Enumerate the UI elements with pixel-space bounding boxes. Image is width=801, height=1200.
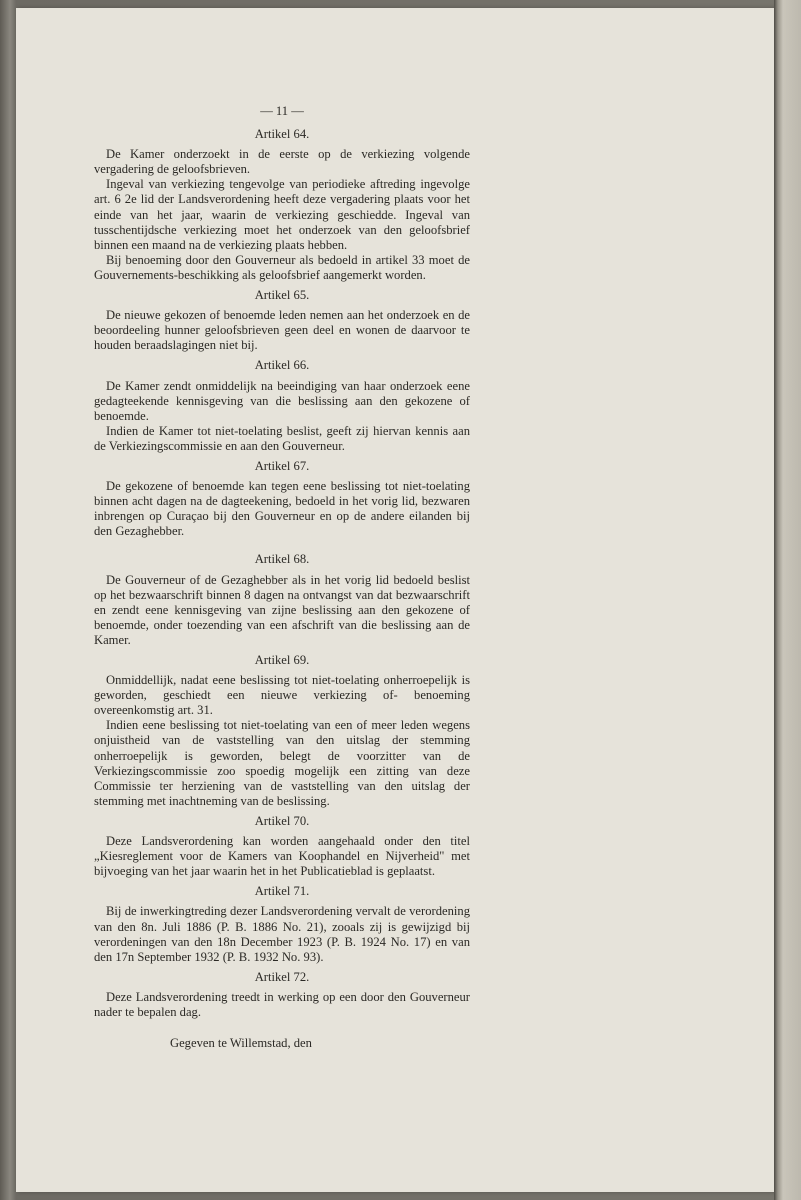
article-heading: Artikel 72. <box>254 969 310 984</box>
article-paragraph: Bij de inwerkingtreding dezer Landsverordening vervalt de verordening van den 8n. Juli 1886 (P. B. 1886 No. 21), zooals zij is gewijzigd bij verordeningen van den 18n December 1923 (P. B. 1924 No. 17) en van den 17n September 1932 (P. B. 1932 No. 93). <box>94 904 470 964</box>
article-heading: Artikel 66. <box>254 358 310 373</box>
article-67 <box>94 459 470 539</box>
article-paragraph: Bij benoeming door den Gouverneur als bedoeld in artikel 33 moet de Gouvernements-beschikking als geloofsbrief aangemerkt worden. <box>94 252 470 282</box>
article-heading: Artikel 65. <box>254 288 310 303</box>
article-65 <box>94 288 470 353</box>
article-66 <box>94 358 470 454</box>
article-paragraph: Deze Landsverordening kan worden aangehaald onder den titel „Kiesreglement voor de Kamers van Koophandel en Nijverheid" met bijvoeging van het jaar waarin het in het Publicatieblad is geplaatst. <box>94 834 470 879</box>
article-paragraph: De Kamer onderzoekt in de eerste op de verkiezing volgende vergadering de geloofsbrieven. <box>94 147 470 177</box>
article-70 <box>94 814 470 879</box>
signature-line: Gegeven te Willemstad, den <box>170 1036 312 1051</box>
article-71 <box>94 884 470 964</box>
article-heading: Artikel 64. <box>254 127 310 142</box>
article-heading: Artikel 68. <box>254 552 310 567</box>
article-69 <box>94 653 470 809</box>
article-paragraph: Deze Landsverordening treedt in werking op een door den Gouverneur nader te bepalen dag. <box>94 989 470 1019</box>
article-paragraph: Ingeval van verkiezing tengevolge van periodieke aftreding ingevolge art. 6 2e lid der Landsverordening heeft deze vergadering plaats voor het einde van het jaar, waarin de verkiezing geschiedde. Ingeval van tusschentijdsche verkiezing moet het onderzoek van den geloofsbrief binnen een maand na de verkiezing plaats hebben. <box>94 177 470 252</box>
page-number: — 11 — <box>260 104 304 118</box>
article-heading: Artikel 70. <box>254 813 310 828</box>
article-heading: Artikel 71. <box>254 884 310 899</box>
article-64 <box>94 127 470 283</box>
article-paragraph: Onmiddellijk, nadat eene beslissing tot niet-toelating onherroepelijk is geworden, geschiedt een nieuwe verkiezing of- benoeming overeenkomstig art. 31. <box>94 673 470 718</box>
article-paragraph: De gekozene of benoemde kan tegen eene beslissing tot niet-toelating binnen acht dagen na de dagteekening, bedoeld in het vorig lid, bezwaren inbrengen op Curaçao bij den Gouverneur en op de andere eilanden bij den Gezaghebber. <box>94 479 470 539</box>
document-page <box>16 8 776 1192</box>
article-heading: Artikel 67. <box>254 458 310 473</box>
article-68 <box>94 552 470 648</box>
article-paragraph: Indien eene beslissing tot niet-toelating van een of meer leden wegens onjuistheid van de vaststelling van den uitslag der stemming onherroepelijk is geworden, belegt de voorzitter van de Verkiezingscommissie zoo spoedig mogelijk een zitting van deze Commissie ter herziening van de vaststelling van den uitslag der stemming met inachtneming van de beslissing. <box>94 718 470 808</box>
article-paragraph: Indien de Kamer tot niet-toelating beslist, geeft zij hiervan kennis aan de Verkiezingscommissie en aan den Gouverneur. <box>94 423 470 453</box>
adjacent-page-edge <box>774 0 801 1200</box>
article-72 <box>94 970 470 1020</box>
article-paragraph: De Gouverneur of de Gezaghebber als in het vorig lid bedoeld beslist op het bezwaarschrift binnen 8 dagen na ontvangst van dat bezwaarschrift en zendt eene kennisgeving van zijne beslissing aan den gekozene of benoemde, onder toezending van een afschrift van die beslissing aan de Kamer. <box>94 572 470 647</box>
article-paragraph: De Kamer zendt onmiddelijk na beeindiging van haar onderzoek eene gedagteekende kennisgeving van die beslissing aan den gekozene of benoemde. <box>94 378 470 423</box>
spacer <box>94 539 470 547</box>
article-paragraph: De nieuwe gekozen of benoemde leden nemen aan het onderzoek en de beoordeeling hunner geloofsbrieven geen deel en wonen de daarvoor te houden beraadslagingen niet bij. <box>94 308 470 353</box>
article-heading: Artikel 69. <box>254 653 310 667</box>
document-content <box>94 104 470 1051</box>
